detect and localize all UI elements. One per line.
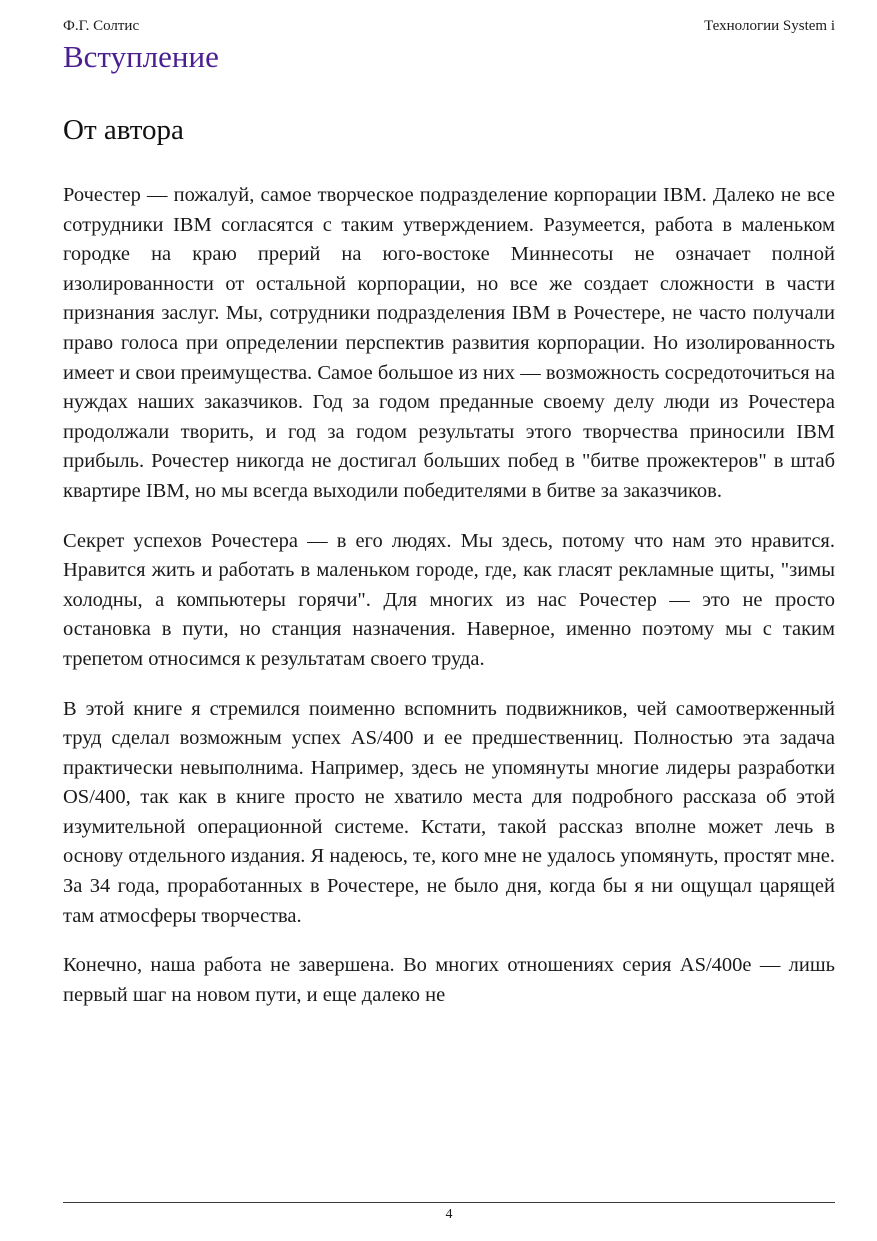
paragraph-3: В этой книге я стремился поименно вспомнить подвижников, чей самоотверженный труд сделал возможным успех AS/400 и ее предшественниц. Полностью эта задача практически невыполнима. Например, здесь не упомянуты многие лидеры разработки OS/400, так как в книге просто не хватило места для подробного рассказа об этой изумительной операционной системе. Кстати, такой рассказ вполне может лечь в основу отдельного издания. Я надеюсь, те, кого мне не удалось упомянуть, простят мне. За 34 года, проработанных в Рочестере, не было дня, когда бы я ни ощущал царящей там атмосферы творчества. <box>63 697 836 927</box>
running-header <box>63 16 835 36</box>
footer-divider <box>63 1202 835 1203</box>
paragraph-2: Секрет успехов Рочестера — в его людях. Мы здесь, потому что нам это нравится. Нравится жить и работать в маленьком городе, где, как гласят рекламные щиты, "зимы холодны, а компьютеры горячи". Для многих из нас Рочестер — это не просто остановка в пути, но станция назначения. Наверное, именно поэтому мы с таким трепетом относимся к результатам своего труда. <box>63 529 835 670</box>
paragraph-4: Конечно, наша работа не завершена. Во многих отношениях серия AS/400e — лишь первый шаг на новом пути, и еще далеко не <box>63 954 835 1006</box>
document-page <box>63 0 835 1241</box>
section-title: От автора <box>63 114 184 146</box>
body-text <box>63 181 835 1010</box>
header-author: Ф.Г. Солтис <box>63 18 140 34</box>
page-number: 4 <box>445 1207 453 1222</box>
chapter-title: Вступление <box>63 39 219 74</box>
paragraph-1: Рочестер — пожалуй, самое творческое подразделение корпорации IBM. Далеко не все сотрудники IBM согласятся с таким утверждением. Разумеется, работа в маленьком городке на краю прерий на юго-востоке Миннесоты не означает полной изолированности от остальной корпорации, но все же создает сложности в части признания заслуг. Мы, сотрудники подразделения IBM в Рочестере, не часто получали право голоса при определении перспектив развития корпорации. Но изолированность имеет и свои преимущества. Самое большое из них — возможность сосредоточиться на нуждах наших заказчиков. Год за годом преданные своему делу люди из Рочестера продолжали творить, и год за годом результаты этого творчества приносили IBM прибыль. Рочестер никогда не достигал больших побед в "битве прожектеров" в штаб квартире IBM, но мы всегда выходили победителями в битве за заказчиков. <box>63 184 835 502</box>
header-book-title: Технологии System i <box>704 18 835 34</box>
